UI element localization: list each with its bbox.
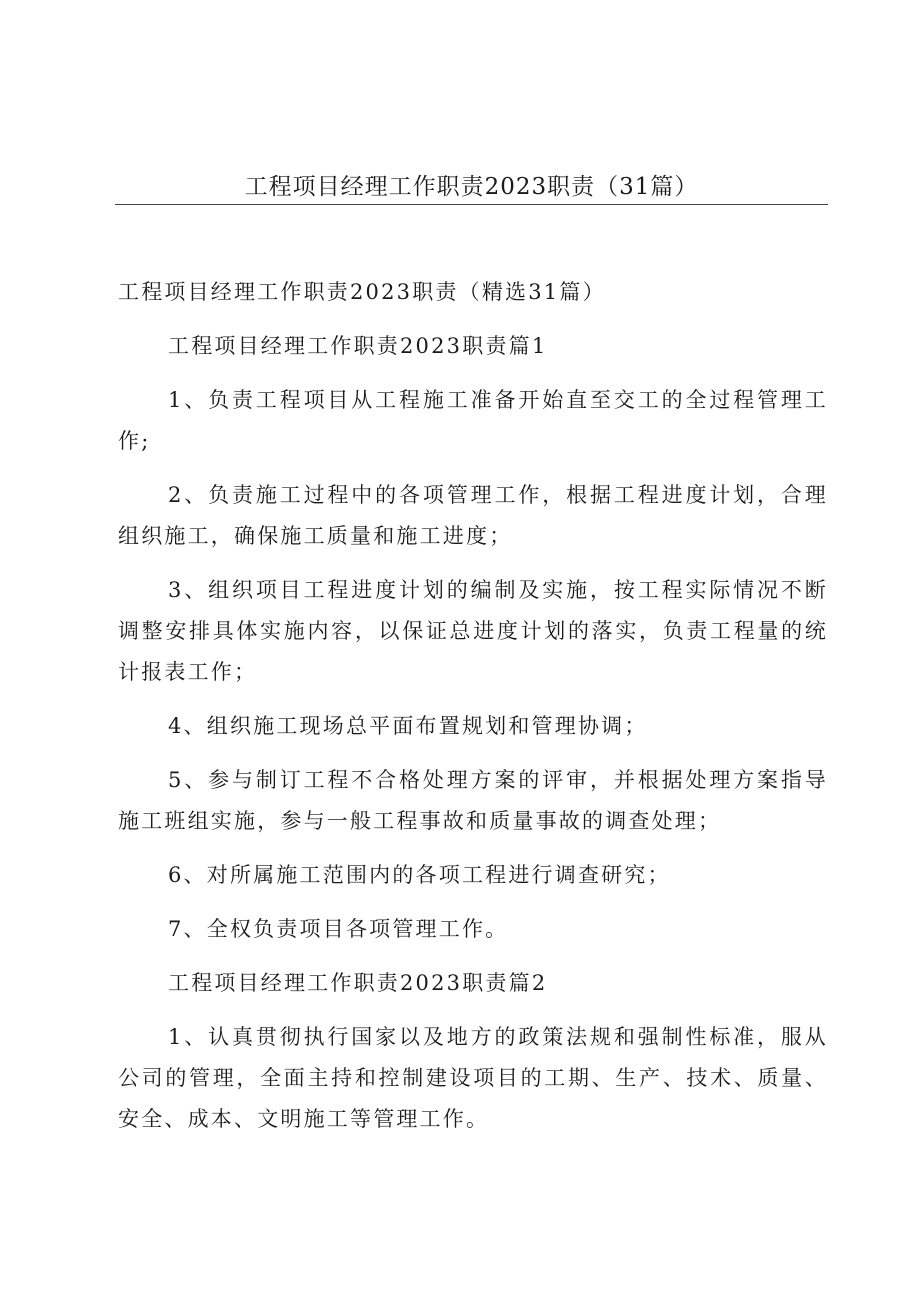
paragraph: 4、组织施工现场总平面布置规划和管理协调；	[168, 714, 648, 738]
paragraph: 6、对所属施工范围内的各项工程进行调查研究；	[168, 863, 671, 887]
section-heading-2: 工程项目经理工作职责2023职责篇2	[168, 971, 548, 995]
section-heading-1: 工程项目经理工作职责2023职责篇1	[168, 334, 548, 358]
paragraph: 1、认真贯彻执行国家以及地方的政策法规和强制性标准，服从公司的管理，全面主持和控制建设项目的工期、生产、技术、质量、安全、成本、文明施工等管理工作。	[118, 1025, 828, 1131]
paragraph: 3、组织项目工程进度计划的编制及实施，按工程实际情况不断调整安排具体实施内容，以保证总进度计划的落实，负责工程量的统计报表工作；	[118, 578, 828, 684]
title-underline	[115, 204, 828, 205]
document-title: 工程项目经理工作职责2023职责（31篇）	[244, 174, 699, 200]
document-subtitle: 工程项目经理工作职责2023职责（精选31篇）	[118, 280, 606, 304]
paragraph: 7、全权负责项目各项管理工作。	[168, 917, 509, 941]
document-body	[118, 272, 828, 1153]
paragraph: 5、参与制订工程不合格处理方案的评审，并根据处理方案指导施工班组实施，参与一般工程事故和质量事故的调查处理；	[118, 768, 828, 833]
paragraph: 2、负责施工过程中的各项管理工作，根据工程进度计划，合理组织施工，确保施工质量和施工进度；	[118, 483, 828, 548]
paragraph: 1、负责工程项目从工程施工准备开始直至交工的全过程管理工作;	[118, 388, 828, 453]
